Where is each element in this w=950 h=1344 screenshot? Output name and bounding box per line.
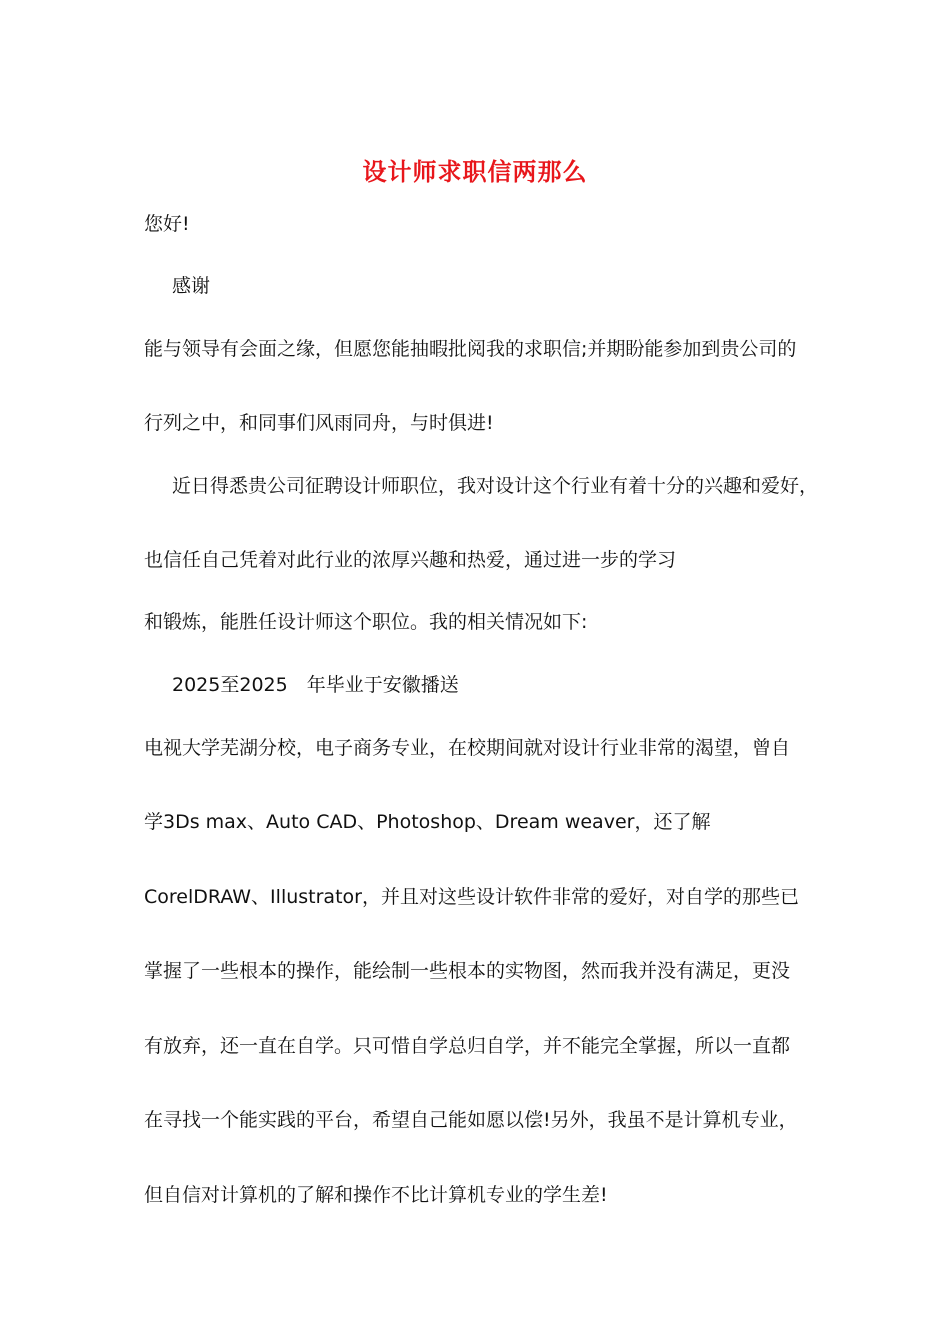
paragraph-line: 掌握了一些根本的操作，能绘制一些根本的实物图，然而我并没有满足，更没 <box>144 960 791 982</box>
paragraph-line: 近日得悉贵公司征聘设计师职位，我对设计这个行业有着十分的兴趣和爱好， <box>172 475 819 497</box>
paragraph-line: 行列之中，和同事们风雨同舟，与时俱进! <box>144 412 494 434</box>
paragraph-line: 有放弃，还一直在自学。只可惜自学总归自学，并不能完全掌握，所以一直都 <box>144 1035 791 1057</box>
paragraph-line: CorelDRAW、Illustrator，并且对这些设计软件非常的爱好，对自学的那些已 <box>144 886 799 908</box>
document-title: 设计师求职信两那么 <box>362 157 588 186</box>
greeting-line: 您好! <box>144 213 190 235</box>
paragraph-line: 能与领导有会面之缘，但愿您能抽暇批阅我的求职信;并期盼能参加到贵公司的 <box>144 338 797 360</box>
paragraph-line: 电视大学芜湖分校，电子商务专业，在校期间就对设计行业非常的渴望，曾自 <box>144 737 791 759</box>
paragraph-line: 也信任自己凭着对此行业的浓厚兴趣和热爱，通过进一步的学习 <box>144 549 677 571</box>
paragraph-line: 学3Ds max、Auto CAD、Photoshop、Dream weaver，还了解 <box>144 811 711 833</box>
paragraph-line: 2025至2025 年毕业于安徽播送 <box>172 674 459 696</box>
paragraph-line: 和锻炼，能胜任设计师这个职位。我的相关情况如下: <box>144 611 588 633</box>
paragraph-line: 感谢 <box>172 275 211 297</box>
paragraph-line: 但自信对计算机的了解和操作不比计算机专业的学生差! <box>144 1184 608 1206</box>
paragraph-line: 在寻找一个能实践的平台，希望自己能如愿以偿!另外，我虽不是计算机专业， <box>144 1109 798 1131</box>
